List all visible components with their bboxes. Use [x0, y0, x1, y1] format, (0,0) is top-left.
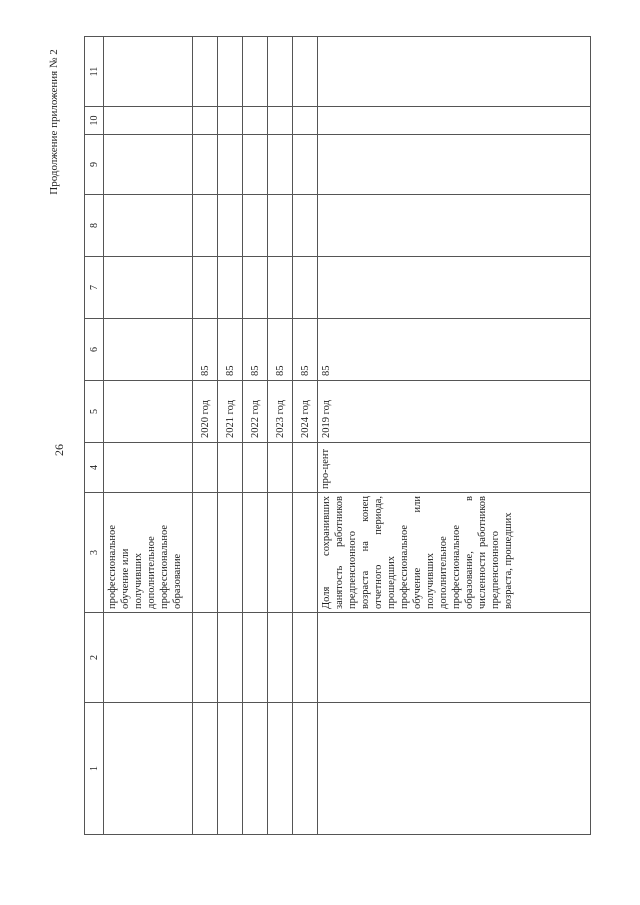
header-cell: 9	[85, 135, 104, 195]
unit-cell	[104, 443, 193, 493]
year-cell: 2020 год	[193, 381, 218, 443]
unit-cell	[193, 443, 218, 493]
indicator-text	[293, 493, 318, 613]
indicator-text: Доля сохранивших занятость работников предпенсионного возраста на конец отчетного периода, прошедших профессиональное обучение или получивших дополнительное профессиональное образование, в численности работников предпенсионного возраста, прошедших	[318, 493, 591, 613]
value-cell: 85	[193, 319, 218, 381]
table-row	[104, 37, 193, 835]
value-cell: 85	[268, 319, 293, 381]
table-row	[193, 37, 218, 835]
header-cell: 7	[85, 257, 104, 319]
indicator-text: профессиональное обучение или получивших дополнительное профессиональное образование	[104, 493, 193, 613]
header-cell: 2	[85, 613, 104, 703]
table-row	[268, 37, 293, 835]
page-number: 26	[52, 444, 66, 456]
unit-cell: про-цент	[318, 443, 591, 493]
indicator-text	[193, 493, 218, 613]
year-cell: 2024 год	[293, 381, 318, 443]
table-container	[84, 37, 591, 835]
appendix-note: Продолжение приложения № 2	[48, 49, 60, 195]
header-cell: 6	[85, 319, 104, 381]
value-cell	[104, 319, 193, 381]
value-cell: 85	[243, 319, 268, 381]
year-cell: 2019 год	[318, 381, 591, 443]
value-cell: 85	[293, 319, 318, 381]
value-cell: 85	[318, 319, 591, 381]
unit-cell	[268, 443, 293, 493]
year-cell: 2021 год	[218, 381, 243, 443]
indicator-text	[243, 493, 268, 613]
table-row	[218, 37, 243, 835]
unit-cell	[218, 443, 243, 493]
indicator-text	[268, 493, 293, 613]
header-cell: 4	[85, 443, 104, 493]
value-cell: 85	[218, 319, 243, 381]
year-cell: 2023 год	[268, 381, 293, 443]
table-row	[318, 37, 591, 835]
table-row	[243, 37, 268, 835]
unit-cell	[243, 443, 268, 493]
unit-cell	[293, 443, 318, 493]
header-cell: 10	[85, 107, 104, 135]
header-cell: 1	[85, 703, 104, 835]
header-cell: 5	[85, 381, 104, 443]
header-cell: 3	[85, 493, 104, 613]
year-cell: 2022 год	[243, 381, 268, 443]
table-row	[293, 37, 318, 835]
header-row	[85, 37, 104, 835]
indicator-text	[218, 493, 243, 613]
year-cell	[104, 381, 193, 443]
header-cell: 11	[85, 37, 104, 107]
header-cell: 8	[85, 195, 104, 257]
data-table	[84, 36, 591, 835]
